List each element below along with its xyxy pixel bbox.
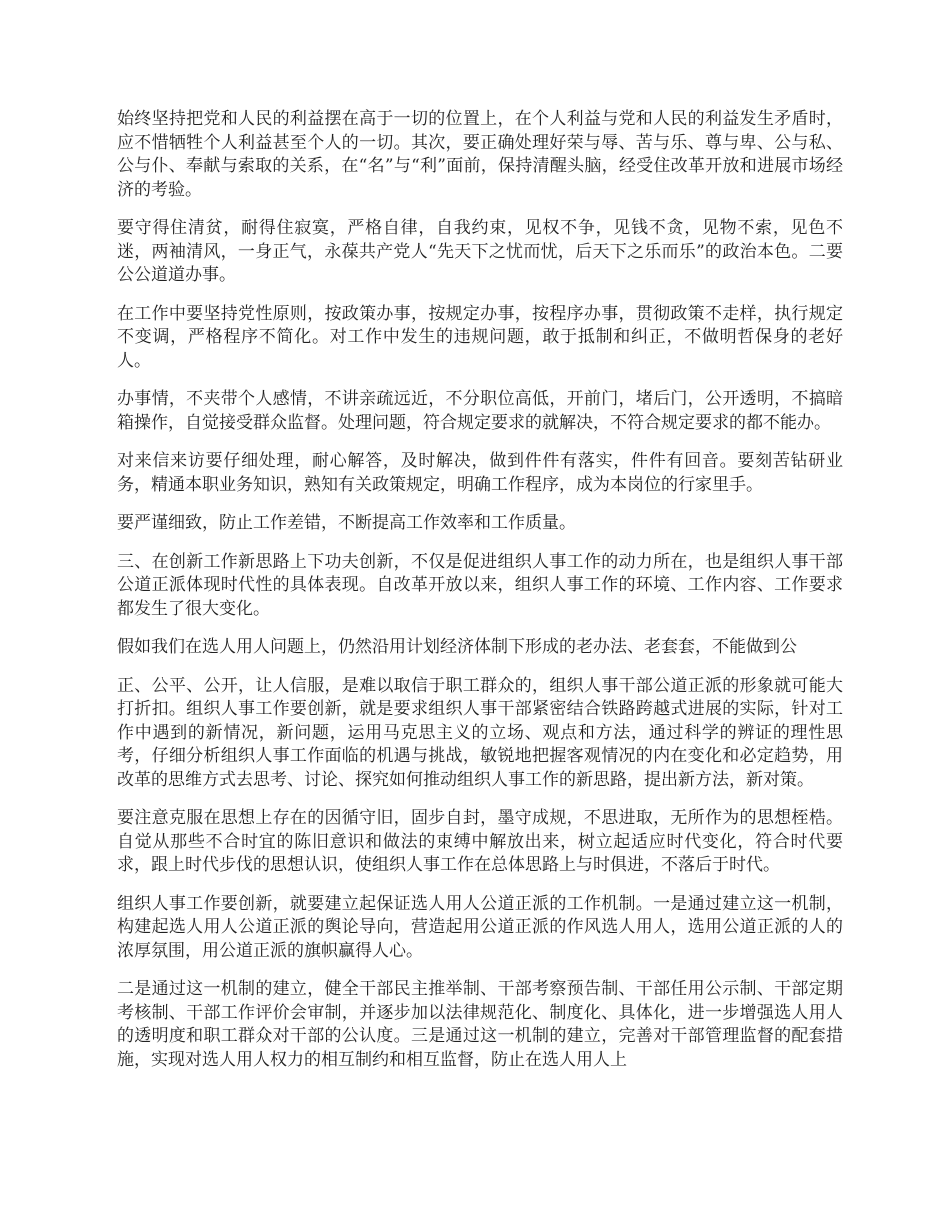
paragraph: 要守得住清贫，耐得住寂寞，严格自律，自我约束，见权不争，见钱不贪，见物不索，见色不迷，两袖清风，一身正气，永葆共产党人“先天下之忧而忧，后天下之乐而乐”的政治本色。二要公公道道办事。	[117, 218, 843, 285]
paragraph: 二是通过这一机制的建立，健全干部民主推举制、干部考察预告制、干部任用公示制、干部定期考核制、干部工作评价会审制，并逐步加以法律规范化、制度化、具体化，进一步增强选人用人的透明度和职工群众对干部的公认度。三是通过这一机制的建立，完善对干部管理监督的配套措施，实现对选人用人权力的相互制约和相互监督，防止在选人用人上	[117, 979, 843, 1070]
paragraph: 正、公平、公开，让人信服，是难以取信于职工群众的，组织人事干部公道正派的形象就可能大打折扣。组织人事工作要创新，就是要求组织人事干部紧密结合铁路跨越式进展的实际，针对工作中遇到的新情况，新问题，运用马克思主义的立场、观点和方法，通过科学的辨证的理性思考，仔细分析组织人事工作面临的机遇与挑战，敏锐地把握客观情况的内在变化和必定趋势，用改革的思维方式去思考、讨论、探究如何推动组织人事工作的新思路，提出新方法，新对策。	[117, 675, 843, 790]
paragraph: 始终坚持把党和人民的利益摆在高于一切的位置上，在个人利益与党和人民的利益发生矛盾时，应不惜牺牲个人利益甚至个人的一切。其次，要正确处理好荣与辱、苦与乐、尊与卑、公与私、公与仆、奉献与索取的关系，在“名”与“利”面前，保持清醒头脑，经受住改革开放和进展市场经济的考验。	[117, 109, 843, 200]
paragraph: 要注意克服在思想上存在的因循守旧，固步自封，墨守成规，不思进取，无所作为的思想桎梏。自觉从那些不合时宜的陈旧意识和做法的束缚中解放出来，树立起适应时代变化，符合时代要求，跟上时代步伐的思想认识，使组织人事工作在总体思路上与时俱进，不落后于时代。	[117, 808, 843, 875]
paragraph: 三、在创新工作新思路上下功夫创新，不仅是促进组织人事工作的动力所在，也是组织人事干部公道正派体现时代性的具体表现。自改革开放以来，组织人事工作的环境、工作内容、工作要求都发生了很大变化。	[117, 551, 843, 619]
document-body	[117, 108, 843, 1087]
paragraph: 对来信来访要仔细处理，耐心解答，及时解决，做到件件有落实，件件有回音。要刻苦钻研业务，精通本职业务知识，熟知有关政策规定，明确工作程序，成为本岗位的行家里手。	[117, 451, 843, 495]
paragraph: 办事情，不夹带个人感情，不讲亲疏远近，不分职位高低，开前门，堵后门，公开透明，不搞暗箱操作，自觉接受群众监督。处理问题，符合规定要求的就解决，不符合规定要求的都不能办。	[117, 389, 843, 433]
paragraph: 组织人事工作要创新，就要建立起保证选人用人公道正派的工作机制。一是通过建立这一机制，构建起选人用人公道正派的舆论导向，营造起用公道正派的作风选人用人，选用公道正派的人的浓厚氛围，用公道正派的旗帜赢得人心。	[117, 893, 843, 961]
paragraph: 在工作中要坚持党性原则，按政策办事，按规定办事，按程序办事，贯彻政策不走样，执行规定不变调，严格程序不简化。对工作中发生的违规问题，敢于抵制和纠正，不做明哲保身的老好人。	[117, 303, 843, 371]
paragraph: 假如我们在选人用人问题上，仍然沿用计划经济体制下形成的老办法、老套套，不能做到公	[117, 637, 797, 657]
paragraph: 要严谨细致，防止工作差错，不断提高工作效率和工作质量。	[117, 513, 576, 533]
